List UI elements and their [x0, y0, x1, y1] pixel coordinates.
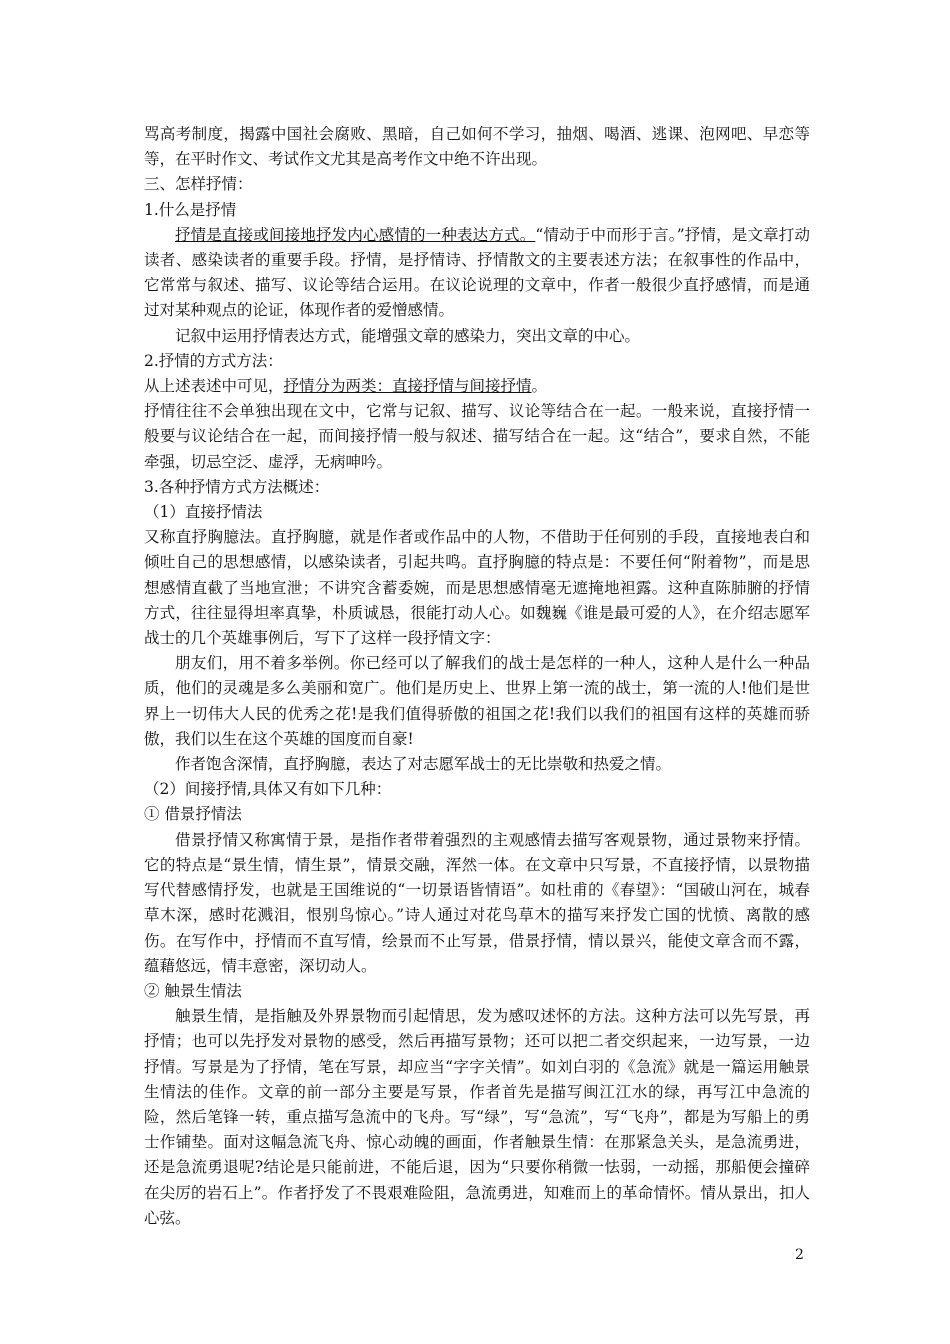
author-paragraph: 作者饱含深情，直抒胸臆，表达了对志愿军战士的无比崇敬和热爱之情。	[175, 755, 672, 774]
subheading-indirect: （2）间接抒情,具体又有如下几种：	[144, 780, 392, 799]
subheading-methods: 2.抒情的方式方法：	[144, 351, 283, 370]
document-body	[144, 122, 810, 1231]
direct-paragraph: 又称直抒胸臆法。直抒胸臆，就是作者或作品中的人物，不借助于任何别的手段，直接地表白和倾吐自己的思想感情，以感染读者，引起共鸣。直抒胸臆的特点是：不要任何“附着物”，而是思想感情直截了当地宣泄；不讲究含蓄委婉，而是思想感情毫无遮掩地袒露。这种直陈肺腑的抒情方式，往往显得坦率真挚，朴质诚恳，很能打动人心。如魏巍《谁是最可爱的人》，在介绍志愿军战士的几个英雄事例后，写下了这样一段抒情文字：	[144, 528, 810, 648]
subheading-chujing: ② 触景生情法	[144, 981, 242, 1000]
definition-text: “情动于中而形于言。”抒情，是文章打动读者、感染读者的重要手段。抒情，是抒情诗、抒情散文的主要表述方法；在叙事性的作品中，它常常与叙述、描写、议论等结合运用。在议论说理的文章中，作者一般很少直抒感情，而是通过对某种观点的论证，体现作者的爱憎感情。	[144, 225, 810, 320]
subheading-overview: 3.各种抒情方式方法概述：	[144, 477, 330, 496]
types-underlined: 抒情分为两类：直接抒情与间接抒情	[283, 377, 532, 396]
chujing-paragraph: 触景生情，是指触及外界景物而引起情思，发为感叹述怀的方法。这种方法可以先写景，再抒情；也可以先抒发对景物的感受，然后再描写景物；还可以把二者交织起来，一边写景，一边抒情。写景是为了抒情，笔在写景，却应当“字字关情”。如刘白羽的《急流》就是一篇运用触景生情法的佳作。文章的前一部分主要是写景，作者首先是描写闽江江水的绿，再写江中急流的险，然后笔锋一转，重点描写急流中的飞舟。写“绿”，写“急流”，写“飞舟”，都是为写船上的勇士作铺垫。面对这幅急流飞舟、惊心动魄的画面，作者触景生情：在那紧急关头，是急流勇进，还是急流勇退呢?结论是只能前进，不能后退，因为“只要你稍微一怯弱，一动摇，那船便会撞碎在尖厉的岩石上”。作者抒发了不畏艰难险阻，急流勇进，知难而上的革命情怀。情从景出，扣人心弦。	[144, 1007, 810, 1227]
subheading-direct: （1）直接抒情法	[144, 503, 263, 522]
intro-paragraph: 骂高考制度，揭露中国社会腐败、黑暗，自己如何不学习，抽烟、喝酒、逃课、泡网吧、早恋等等，在平时作文、考试作文尤其是高考作文中绝不许出现。	[144, 125, 810, 169]
jiejing-paragraph: 借景抒情又称寓情于景，是指作者带着强烈的主观感情去描写客观景物，通过景物来抒情。它的特点是“景生情，情生景”，情景交融，浑然一体。在文章中只写景，不直接抒情，以景物描写代替感情抒发，也就是王国维说的“一切景语皆情语”。如杜甫的《春望》：“国破山河在，城春草木深，感时花溅泪，恨别鸟惊心。”诗人通过对花鸟草木的描写来抒发亡国的忧愤、离散的感伤。在写作中，抒情而不直写情，绘景而不止写景，借景抒情，情以景兴，能使文章含而不露，蕴藉悠远，情丰意密，深切动人。	[144, 830, 810, 975]
quote-paragraph: 朋友们，用不着多举例。你已经可以了解我们的战士是怎样的一种人，这种人是什么一种品质，他们的灵魂是多么美丽和宽广。他们是历史上、世界上第一流的战士，第一流的人!他们是世界上一切伟大人民的优秀之花!是我们值得骄傲的祖国之花!我们以我们的祖国有这样的英雄而骄傲，我们以生在这个英雄的国度而自豪!	[144, 654, 810, 748]
combine-paragraph: 抒情往往不会单独出现在文中，它常与记叙、描写、议论等结合在一起。一般来说，直接抒情一般要与议论结合在一起，而间接抒情一般与叙述、描写结合在一起。这“结合”，要求自然，不能牵强，切忌空泛、虚浮，无病呻吟。	[144, 402, 810, 471]
narrative-paragraph: 记叙中运用抒情表达方式，能增强文章的感染力，突出文章的中心。	[175, 326, 641, 345]
types-prefix: 从上述表述中可见，	[144, 377, 284, 396]
section-heading: 三、怎样抒情：	[144, 175, 253, 194]
definition-paragraph	[144, 223, 810, 324]
subheading-jiejing: ① 借景抒情法	[144, 805, 242, 824]
types-suffix: 。	[531, 377, 548, 396]
definition-underlined: 抒情是直接或间接地抒发内心感情的一种表达方式。	[175, 225, 536, 244]
page-number: 2	[795, 1247, 804, 1263]
types-paragraph	[144, 374, 810, 399]
subheading-what-is-lyric: 1.什么是抒情	[144, 200, 237, 219]
